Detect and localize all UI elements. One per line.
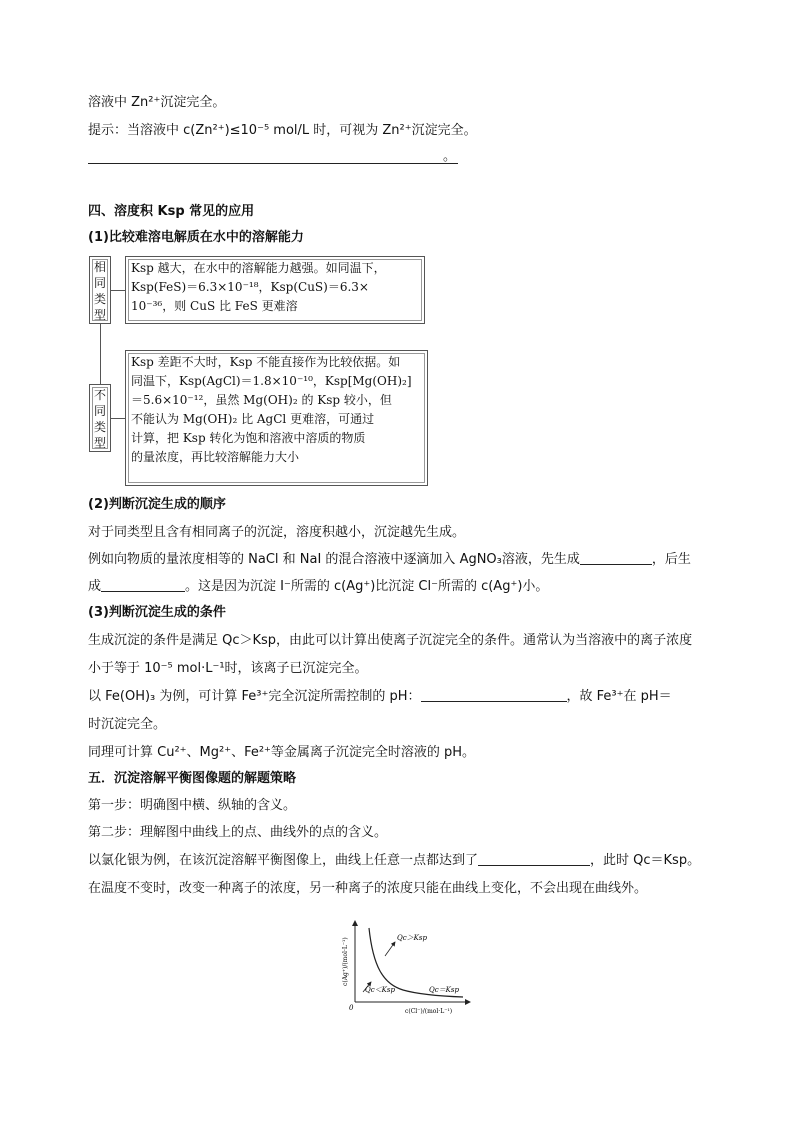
- origin-label: 0: [349, 1004, 354, 1012]
- diff-type-line-6: 的量浓度，再比较溶解能力大小: [131, 450, 300, 464]
- same-type-line-3: 10⁻³⁶，则 CuS 比 FeS 更难溶: [131, 299, 298, 313]
- paragraph-3-2: 小于等于 10⁻⁵ mol·L⁻¹时，该离子已沉淀完全。: [88, 661, 368, 676]
- paragraph-2-3a: 成: [88, 579, 102, 594]
- same-type-line-1: Ksp 越大，在水中的溶解能力越强。如同温下，: [131, 261, 386, 275]
- paragraph-2-3b: 。这是因为沉淀 I⁻所需的 c(Ag⁺)比沉淀 Cl⁻所需的 c(Ag⁺)小。: [185, 579, 549, 594]
- section-5-title: 五．沉淀溶解平衡图像题的解题策略: [88, 771, 297, 786]
- paragraph-3-1: 生成沉淀的条件是满足 Qc＞Ksp，由此可以计算出使离子沉淀完全的条件。通常认为当溶液中的离子浓度: [88, 633, 693, 648]
- answer-period: 。: [443, 149, 457, 164]
- step-1: 第一步：明确图中横、纵轴的含义。: [88, 798, 297, 813]
- diff-type-box: [125, 350, 428, 486]
- paragraph-3-3a: 以 Fe(OH)₃ 为例，可计算 Fe³⁺完全沉淀所需控制的 pH：: [88, 689, 421, 704]
- hint-line: 提示：当溶液中 c(Zn²⁺)≤10⁻⁵ mol/L 时，可视为 Zn²⁺沉淀完全。: [88, 123, 477, 138]
- section-4-title: 四、溶度积 Ksp 常见的应用: [88, 204, 255, 219]
- same-type-label-box: [89, 256, 111, 324]
- diff-type-line-5: 计算，把 Ksp 转化为饱和溶液中溶质的物质: [131, 431, 366, 445]
- paragraph-2-2a: 例如向物质的量浓度相等的 NaCl 和 NaI 的混合溶液中逐滴加入 AgNO₃溶液，先生成: [88, 552, 580, 567]
- intro-line: 溶液中 Zn²⁺沉淀完全。: [88, 95, 226, 110]
- section-4-sub2: (2)判断沉淀生成的顺序: [88, 497, 226, 512]
- blank-ph-calc[interactable]: [421, 688, 567, 702]
- diff-type-line-4: 不能认为 Mg(OH)₂ 比 AgCl 更难溶，可通过: [131, 412, 375, 426]
- step-2: 第二步：理解图中曲线上的点、曲线外的点的含义。: [88, 825, 388, 840]
- section-4-sub3: (3)判断沉淀生成的条件: [88, 605, 226, 620]
- paragraph-2-1: 对于同类型且含有相同离子的沉淀，溶度积越小，沉淀越先生成。: [88, 525, 466, 540]
- connector-line-2: [111, 418, 125, 419]
- paragraph-3-4: 时沉淀完全。: [88, 717, 167, 732]
- paragraph-3-3b: ，故 Fe³⁺在 pH＝: [566, 689, 672, 704]
- paragraph-3-5: 同理可计算 Cu²⁺、Mg²⁺、Fe²⁺等金属离子沉淀完全时溶液的 pH。: [88, 745, 476, 760]
- connector-vertical: [100, 324, 101, 384]
- blank-equilibrium[interactable]: [478, 852, 590, 866]
- answer-blank-line[interactable]: [88, 163, 458, 164]
- same-type-line-2: Ksp(FeS)＝6.3×10⁻¹⁸，Ksp(CuS)＝6.3×: [131, 280, 369, 294]
- arrow-above: [385, 942, 395, 956]
- x-axis-label: c(Cl⁻)/(mol·L⁻¹): [405, 1008, 453, 1015]
- same-type-box: [125, 256, 425, 324]
- label-above: Qc＞Ksp: [397, 934, 427, 942]
- same-type-label: 相同类型: [94, 260, 107, 322]
- diff-type-label-box: [89, 384, 111, 452]
- diff-type-line-3: ＝5.6×10⁻¹²，虽然 Mg(OH)₂ 的 Ksp 较小，但: [131, 393, 392, 407]
- paragraph-5-1b: ，此时 Qc＝Ksp。: [590, 853, 701, 868]
- diff-type-label: 不同类型: [94, 388, 107, 450]
- paragraph-2-2b: ，后生: [651, 552, 691, 567]
- blank-second-precipitate[interactable]: [101, 578, 185, 592]
- diff-type-line-1: Ksp 差距不大时，Ksp 不能直接作为比较依据。如: [131, 355, 401, 369]
- label-on: Qc＝Ksp: [429, 986, 459, 994]
- paragraph-5-1a: 以氯化银为例，在该沉淀溶解平衡图像上，曲线上任意一点都达到了: [88, 853, 479, 868]
- solubility-curve-figure: [335, 916, 475, 1016]
- paragraph-5-2: 在温度不变时，改变一种离子的浓度，另一种离子的浓度只能在曲线上变化，不会出现在曲线外。: [88, 881, 648, 896]
- section-4-sub1: (1)比较难溶电解质在水中的溶解能力: [88, 230, 304, 245]
- blank-first-precipitate[interactable]: [580, 551, 652, 565]
- connector-line: [111, 290, 125, 291]
- y-axis-label: c(Ag⁺)/(mol·L⁻¹): [342, 937, 349, 986]
- label-below: Qc＜Ksp: [365, 986, 395, 994]
- diff-type-line-2: 同温下，Ksp(AgCl)＝1.8×10⁻¹⁰，Ksp[Mg(OH)₂]: [131, 374, 412, 388]
